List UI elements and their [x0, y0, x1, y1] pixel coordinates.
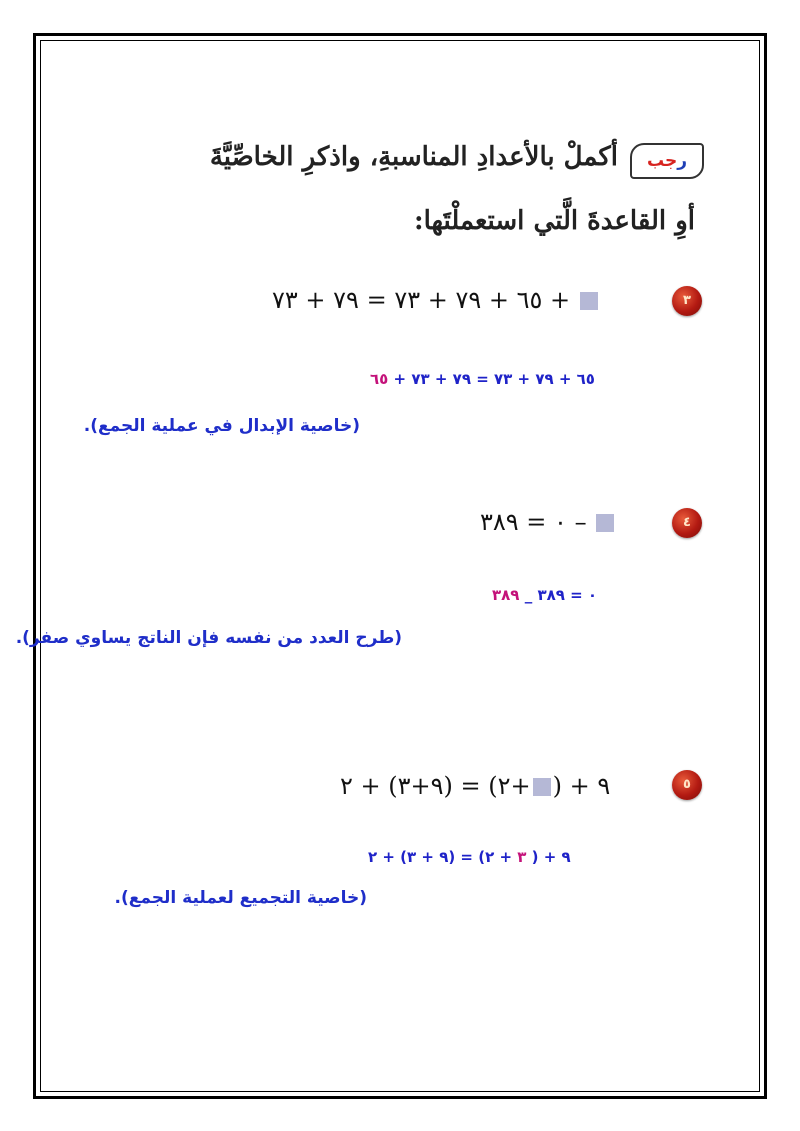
- exercise-number-badge: ٤: [672, 508, 702, 538]
- answer-fill-value: ٣: [517, 848, 527, 866]
- exercise-question: [340, 772, 610, 800]
- exercise-question: [480, 508, 616, 536]
- answer-fill-value: ٦٥: [370, 370, 389, 388]
- exercise-property: (خاصية الإبدال في عملية الجمع).: [83, 416, 360, 436]
- answer-fill-value: ٣٨٩: [492, 586, 520, 604]
- exercise-answer: [370, 370, 595, 388]
- algebra-badge: [630, 143, 704, 179]
- badge-text-part1: جب: [646, 151, 678, 171]
- question-expression: ٦٥ + ٧٩ + ٧٣ = ٧٩ + ٧٣ +: [272, 286, 571, 314]
- exercise-number-badge: ٣: [672, 286, 702, 316]
- instruction-line-1: أكملْ بالأعدادِ المناسبةِ، واذكرِ الخاصِّيَّةَ: [209, 142, 618, 172]
- answer-expression: ٦٥ + ٧٩ + ٧٣ = ٧٩ + ٧٣ +: [393, 370, 595, 388]
- blank-square-icon: [596, 514, 614, 532]
- exercise-property: (خاصية التجميع لعملية الجمع).: [114, 888, 367, 908]
- blank-square-icon: [533, 778, 551, 796]
- exercise-number-badge: ٥: [672, 770, 702, 800]
- answer-expression: ٠ = ٣٨٩ _: [524, 586, 598, 604]
- badge-text-part2: ر: [677, 151, 688, 171]
- exercise-answer: [492, 586, 597, 604]
- question-part-a: ٩ + (: [552, 772, 611, 800]
- blank-square-icon: [580, 292, 598, 310]
- exercise-answer: [368, 848, 571, 866]
- question-part-b: +٢) = (٩+٣) + ٢: [340, 772, 531, 800]
- exercise-property: (طرح العدد من نفسه فإن الناتج يساوي صفر).: [15, 628, 402, 648]
- answer-part-b: + ٢) = (٩ + ٣) + ٢: [368, 848, 513, 866]
- answer-part-a: ٩ + (: [531, 848, 571, 866]
- page-border-inner: [40, 40, 760, 1092]
- exercise-question: [272, 286, 600, 314]
- question-expression: ٠ = ٣٨٩ –: [480, 508, 587, 536]
- instruction-line-2: أوِ القاعدةَ الَّتي استعملْتَها:: [414, 206, 695, 236]
